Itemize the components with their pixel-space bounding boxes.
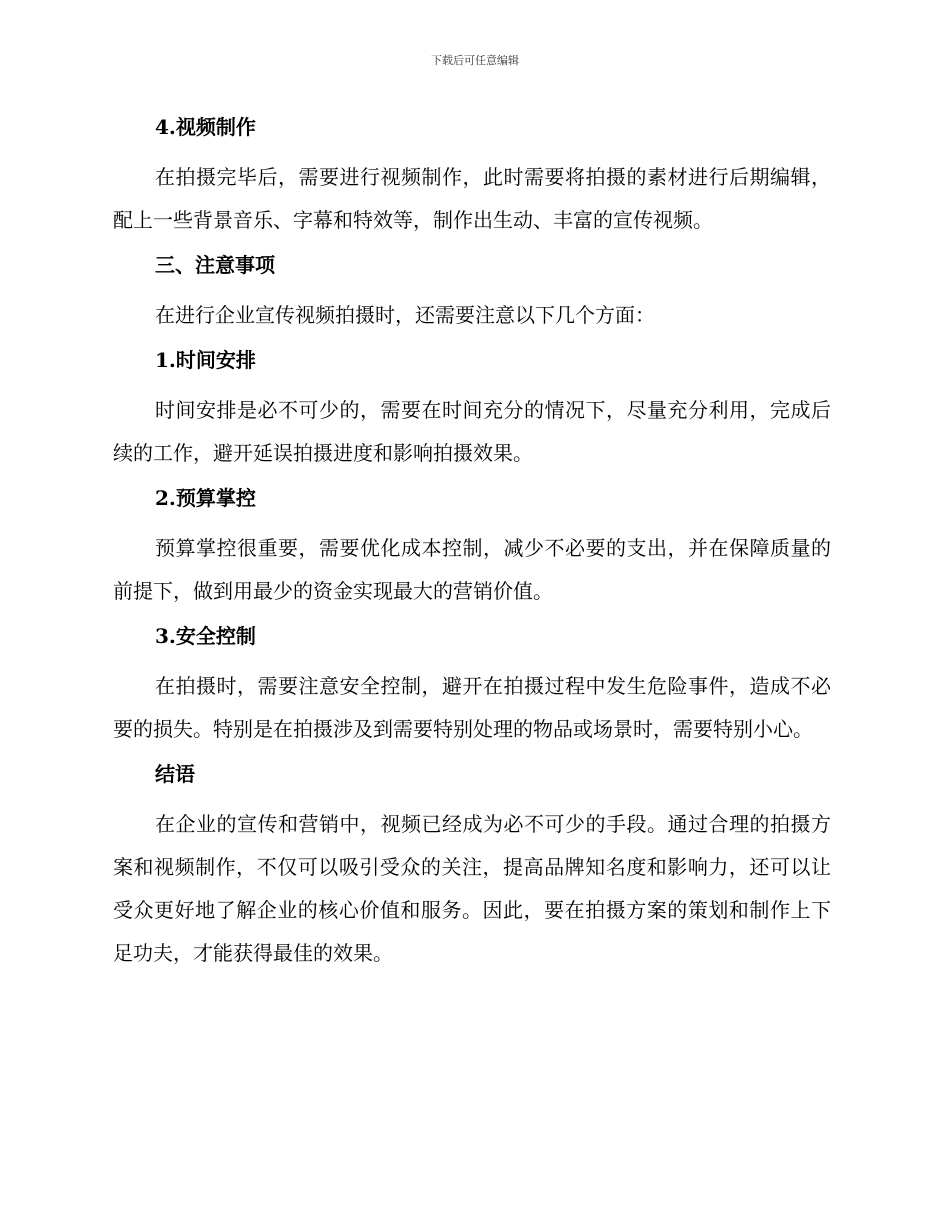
paragraph-precautions: 在进行企业宣传视频拍摄时，还需要注意以下几个方面：	[155, 303, 655, 327]
paragraph-safety-control: 在拍摄时，需要注意安全控制，避开在拍摄过程中发生危险事件，造成不必要的损失。特别是在拍摄涉及到需要特别处理的物品或场景时，需要特别小心。	[113, 674, 831, 741]
document-body	[113, 112, 831, 975]
section-heading-video-production: 4.视频制作	[155, 115, 256, 139]
paragraph-video-production: 在拍摄完毕后，需要进行视频制作，此时需要将拍摄的素材进行后期编辑，配上一些背景音乐、字幕和特效等，制作出生动、丰富的宣传视频。	[113, 165, 831, 232]
section-heading-safety-control: 3.安全控制	[155, 624, 256, 648]
section-heading-time-schedule: 1.时间安排	[155, 348, 256, 372]
page-header: 下载后可任意编辑	[431, 54, 519, 67]
paragraph-budget-control: 预算掌控很重要，需要优化成本控制，减少不必要的支出，并在保障质量的前提下，做到用最少的资金实现最大的营销价值。	[113, 536, 831, 603]
section-heading-precautions: 三、注意事项	[155, 253, 275, 277]
section-heading-conclusion: 结语	[155, 762, 195, 786]
paragraph-conclusion: 在企业的宣传和营销中，视频已经成为必不可少的手段。通过合理的拍摄方案和视频制作，不仅可以吸引受众的关注，提高品牌知名度和影响力，还可以让受众更好地了解企业的核心价值和服务。因此，要在拍摄方案的策划和制作上下足功夫，才能获得最佳的效果。	[113, 812, 831, 965]
paragraph-time-schedule: 时间安排是必不可少的，需要在时间充分的情况下，尽量充分利用，完成后续的工作，避开延误拍摄进度和影响拍摄效果。	[113, 398, 831, 465]
section-heading-budget-control: 2.预算掌控	[155, 486, 256, 510]
